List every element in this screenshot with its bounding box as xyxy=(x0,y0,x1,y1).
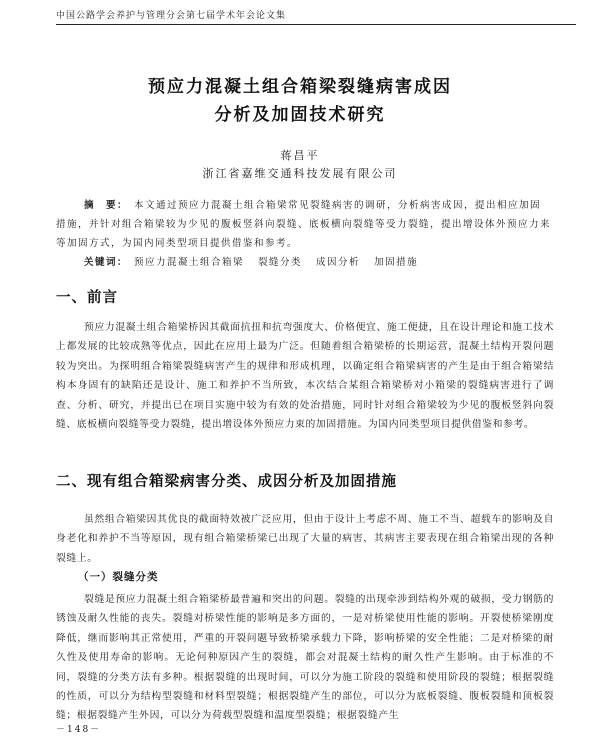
keyword: 裂缝分类 xyxy=(258,257,303,268)
keywords-label: 关键词： xyxy=(84,257,129,268)
keyword: 预应力混凝土组合箱梁 xyxy=(134,257,245,268)
body-paragraph: 虽然组合箱梁因其优良的截面特效被广泛应用，但由于设计上考虑不周、施工不当、超载车的影响及自身老化和养护不当等原因，现有组合箱梁桥梁已出现了大量的病害，其病害主要表现在组合箱梁出现的各种裂缝上。 xyxy=(56,514,554,564)
abstract-label: 摘 要： xyxy=(84,200,129,211)
subsection-heading-crack-classification: （一）裂缝分类 xyxy=(78,571,159,583)
section-heading-introduction: 一、前言 xyxy=(56,290,118,306)
body-paragraph: 裂缝是预应力混凝土组合箱梁桥最普遍和突出的问题。裂缝的出现牵涉到结构外观的破损，受力钢筋的锈蚀及耐久性能的丧失。裂缝对桥梁性能的影响是多方面的，一是对桥梁使用性能的影响。开裂使桥梁刚度降低，继而影响其正常使用，严重的开裂问题导致桥梁承载力下降，影响桥梁的安全性能；二是对桥梁的耐久性及使用寿命的影响。无论何种原因产生的裂缝，都会对混凝土结构的耐久性产生影响。由于标准的不同，裂缝的分类方法有多种。根据裂缝的出现时间，可以分为施工阶段的裂缝和使用阶段的裂缝；根据裂缝的性质，可以分为结构型裂缝和材料型裂缝；根据裂缝产生的部位，可以分为底板裂缝、腹板裂缝和顶板裂缝；根据裂缝产生外因，可以分为荷载型裂缝和温度型裂缝；根据裂缝产生 xyxy=(56,594,554,722)
keywords xyxy=(84,254,554,268)
paper-title-line-1: 预应力混凝土组合箱梁裂缝病害成因 xyxy=(148,77,452,97)
abstract xyxy=(56,196,552,253)
page-number: －148－ xyxy=(56,725,102,735)
abstract-text: 本文通过预应力混凝土组合箱梁常见裂缝病害的调研，分析病害成因，提出相应加固措施，并针对组合箱梁较为少见的腹板竖斜向裂缝、底板横向裂缝等受力裂缝，提出增设体外预应力来等加固方式，为国内同类型项目提供借鉴和参考。 xyxy=(56,200,552,249)
keyword: 加固措施 xyxy=(374,257,419,268)
running-header: 中国公路学会养护与管理分会第七届学术年会论文集 xyxy=(56,8,576,25)
author-name: 蒋昌平 xyxy=(280,149,320,162)
paper-title-line-2: 分析及加固技术研究 xyxy=(214,105,386,125)
section-heading-defects: 二、现有组合箱梁病害分类、成因分析及加固措施 xyxy=(56,474,397,490)
author-affiliation: 浙江省嘉维交通科技发展有限公司 xyxy=(202,167,398,180)
body-paragraph: 预应力混凝土组合箱梁桥因其截面抗扭和抗弯强度大、价格便宜、施工便捷，且在设计理论和施工技术上都发展的比较成熟等优点，因此在应用上最为广泛。但随着组合箱梁桥的长期运营，混凝土结构开裂问题较为突出。为探明组合箱梁裂缝病害产生的规律和形成机理，以确定组合箱梁病害的产生是由于组合箱梁结构本身固有的缺陷还是设计、施工和养护不当所致，本次结合某组合箱梁桥对小箱梁的裂缝病害进行了调查、分析、研究，并提出已在项目实施中较为有效的处治措施，同时针对组合箱梁较为少见的腹板竖斜向裂缝、底板横向裂缝等受力裂缝，提出增设体外预应力束的加固措施。为国内同类型项目提供借鉴和参考。 xyxy=(56,322,554,431)
keyword: 成因分析 xyxy=(316,257,361,268)
